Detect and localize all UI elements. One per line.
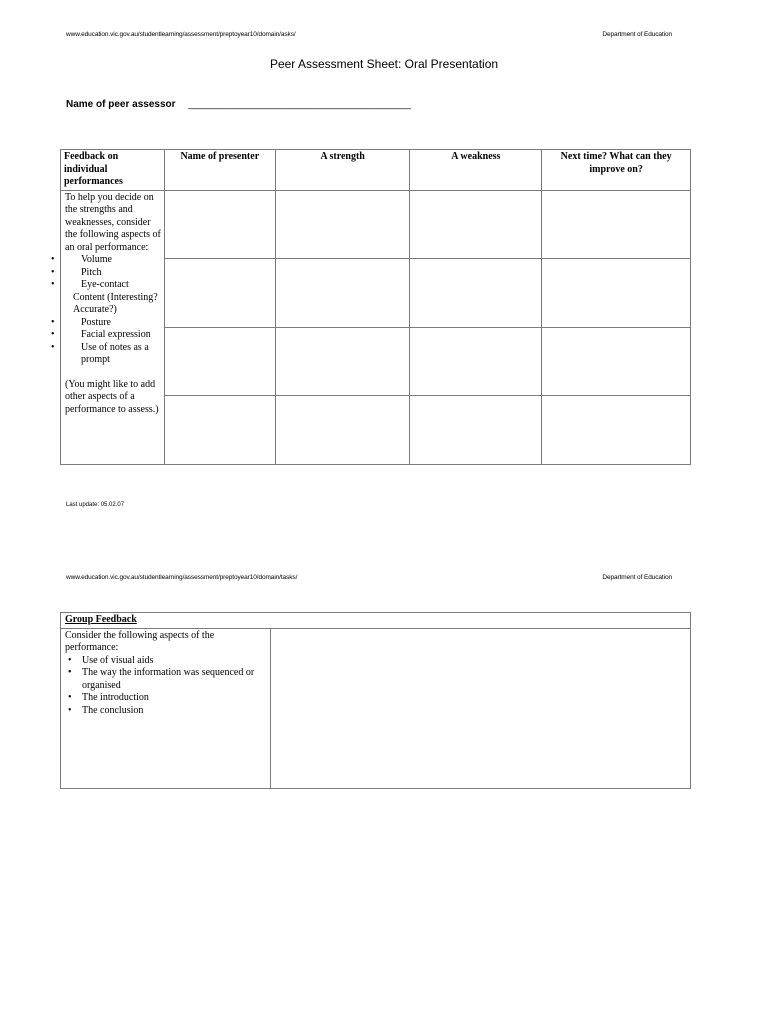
presenter-cell[interactable] [164, 190, 275, 259]
guide-item: • Volume [65, 254, 162, 267]
presenter-cell[interactable] [164, 396, 275, 465]
last-update: Last update: 05.02.07 [66, 502, 125, 508]
guide-item: • Use of notes as a prompt [65, 342, 162, 367]
page-header [66, 574, 672, 586]
weakness-cell[interactable] [410, 396, 542, 465]
next-time-cell[interactable] [542, 327, 691, 396]
group-feedback-table [60, 612, 691, 789]
group-item: • The way the information was sequenced or organised [65, 667, 266, 692]
group-item: • The introduction [65, 692, 266, 705]
weakness-cell[interactable] [410, 327, 542, 396]
next-time-cell[interactable] [542, 190, 691, 259]
header-org: Department of Education [602, 574, 672, 581]
assessor-label: Name of peer assessor [66, 99, 176, 110]
col-header-presenter: Name of presenter [164, 150, 275, 191]
group-item: • Use of visual aids [65, 655, 266, 668]
group-header-row [61, 613, 691, 629]
header-url: www.education.vic.gov.au/studentlearning/assessment/preptoyear10/domain/asks/ [66, 31, 296, 38]
guide-item: • Pitch [65, 267, 162, 280]
peer-feedback-table [60, 149, 691, 465]
guide-item: • Eye-contact [65, 279, 162, 292]
weakness-cell[interactable] [410, 259, 542, 328]
next-time-cell[interactable] [542, 396, 691, 465]
page-title: Peer Assessment Sheet: Oral Presentation [269, 57, 499, 71]
col-header-next-time: Next time? What can they improve on? [542, 150, 691, 191]
strength-cell[interactable] [275, 190, 410, 259]
strength-cell[interactable] [275, 327, 410, 396]
assessor-field[interactable] [66, 99, 411, 110]
group-heading: Group Feedback [61, 613, 691, 629]
col-header-feedback: Feedback on individual performances [61, 150, 165, 191]
col-header-weakness: A weakness [410, 150, 542, 191]
group-feedback-cell[interactable] [270, 628, 690, 789]
guide-content-line: Content (Interesting? Accurate?) [73, 291, 158, 315]
assessor-line[interactable]: ________________________________________ [188, 99, 411, 110]
strength-cell[interactable] [275, 396, 410, 465]
table-row [61, 628, 691, 789]
guide-intro: To help you decide on the strengths and weaknesses, consider the following aspects of an oral performance: [65, 191, 161, 253]
page-header [66, 31, 672, 43]
guide-item: • Posture [65, 317, 162, 330]
header-org: Department of Education [602, 31, 672, 38]
group-guide-cell [61, 628, 271, 789]
strength-cell[interactable] [275, 259, 410, 328]
col-header-strength: A strength [275, 150, 410, 191]
presenter-cell[interactable] [164, 259, 275, 328]
table-row [61, 190, 691, 259]
table-header-row [61, 150, 691, 191]
next-time-cell[interactable] [542, 259, 691, 328]
guide-item: • Facial expression [65, 329, 162, 342]
weakness-cell[interactable] [410, 190, 542, 259]
guide-note: (You might like to add other aspects of a performance to assess.) [65, 378, 159, 415]
guide-cell [61, 190, 165, 465]
presenter-cell[interactable] [164, 327, 275, 396]
group-item: • The conclusion [65, 705, 266, 718]
header-url: www.education.vic.gov.au/studentlearning/assessment/preptoyear10/domain/tasks/ [66, 574, 298, 581]
group-intro: Consider the following aspects of the performance: [65, 629, 215, 653]
